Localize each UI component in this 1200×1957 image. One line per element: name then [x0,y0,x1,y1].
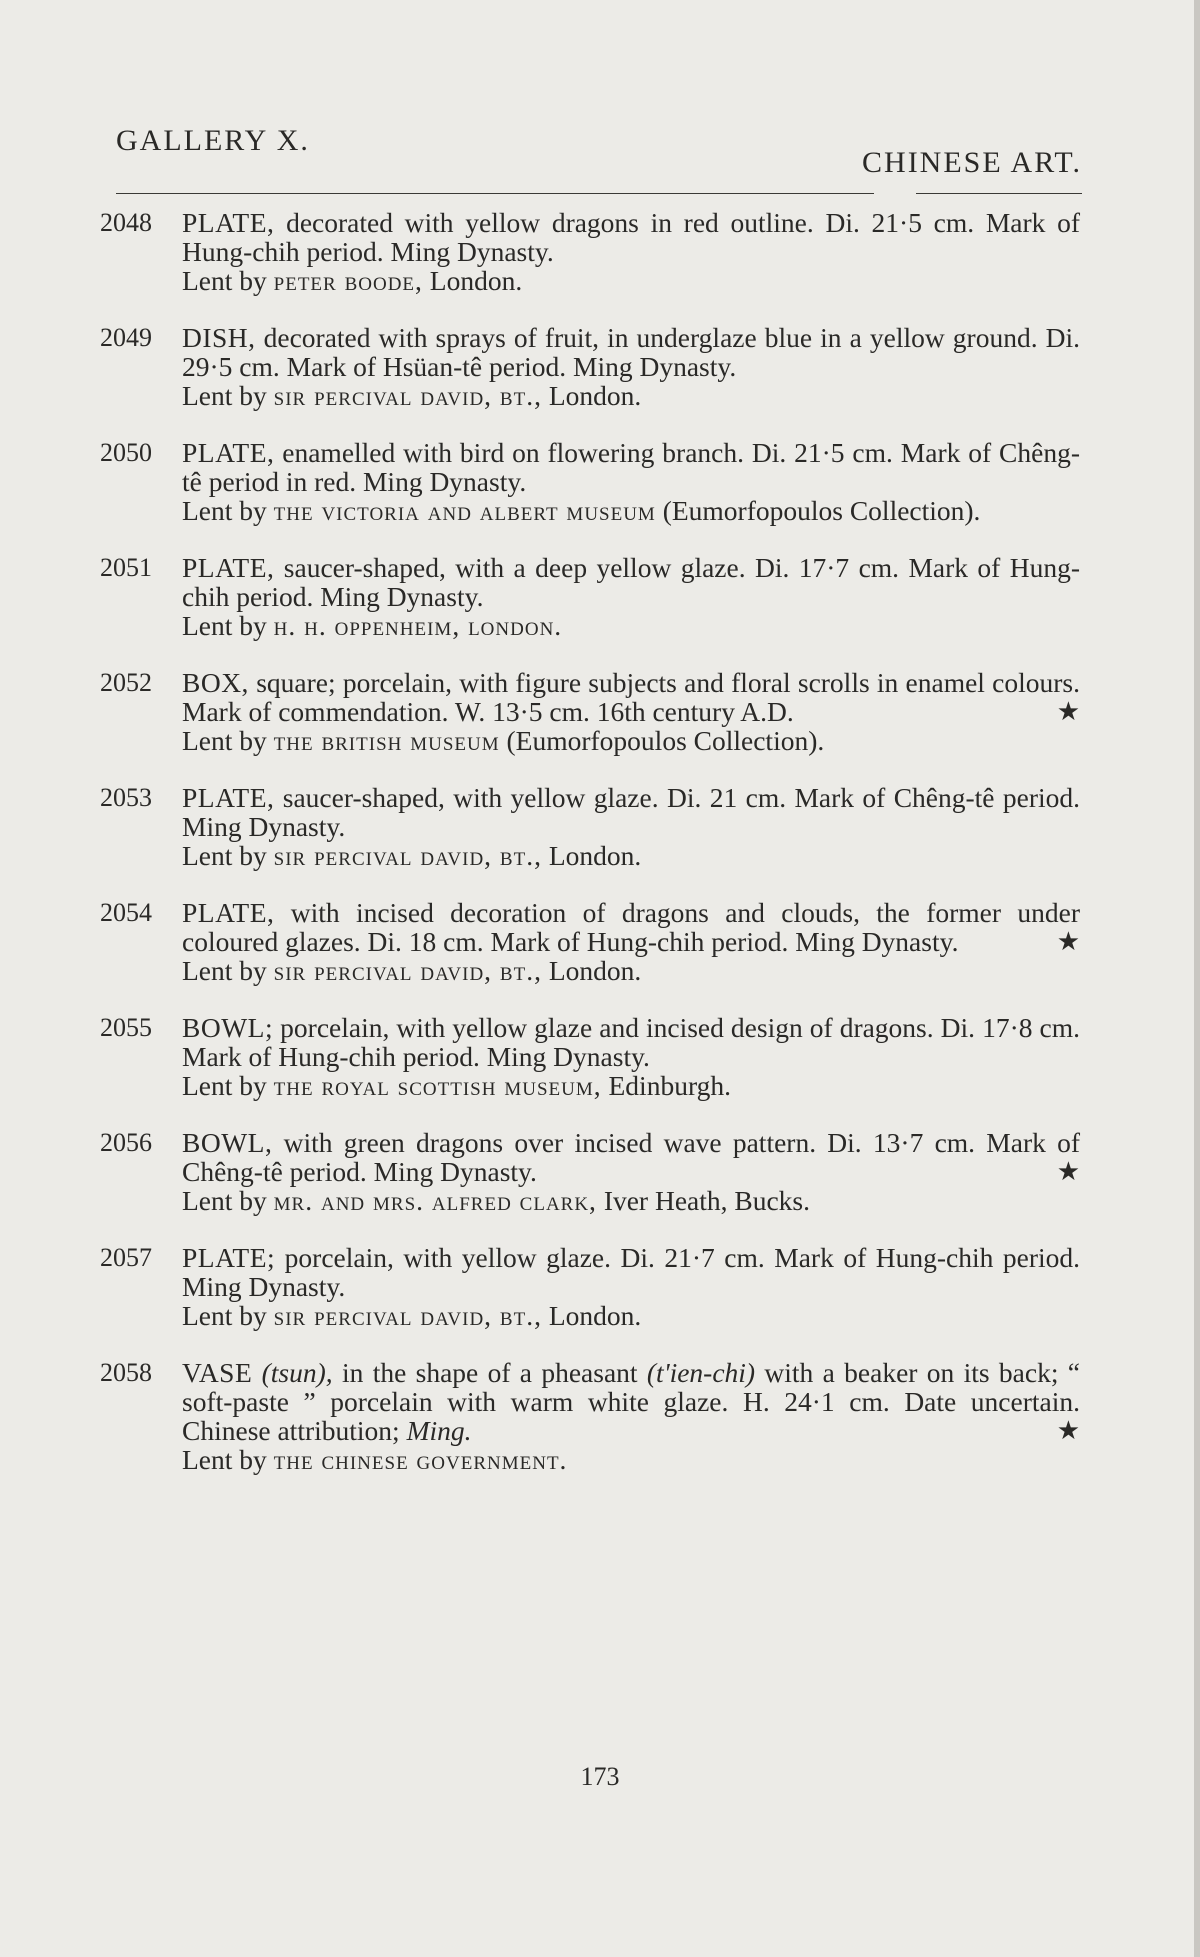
lent-by-label: Lent by [182,380,267,411]
lent-by-label: Lent by [182,1185,267,1216]
star-icon: ★ [1056,927,1080,956]
lender-line [182,726,1080,755]
entry-description [182,1013,1080,1100]
chinese-term: (t'ien-chi) [646,1357,756,1388]
entry-text: with a beaker on its back; “ soft-paste ” porcelain with warm white glaze. H. 24·1 cm. Date uncertain. Chinese attribution; [182,1357,1080,1446]
lender-name: sir percival david, bt., [273,380,542,411]
entry-description [182,1358,1080,1474]
entry-text: in the shape of a pheasant [341,1357,638,1388]
entry-title: PLATE; [182,1242,276,1273]
lender-line [182,266,1080,295]
entry-text: porcelain, with yellow glaze and incised design of dragons. Di. 17·8 cm. Mark of Hung-chih period. Ming Dynasty. [182,1012,1080,1072]
lender-line [182,496,1080,525]
lender-location: Edinburgh. [608,1070,731,1101]
entry-number: 2058 [100,1358,152,1387]
star-icon: ★ [1056,697,1080,726]
entry-title: PLATE, [182,207,275,238]
entry-number: 2053 [100,783,152,812]
lender-location: London. [548,380,642,411]
lent-by-label: Lent by [182,725,267,756]
lender-name: sir percival david, bt., [273,955,542,986]
header-rule-right [916,193,1082,194]
entry-description [182,1243,1080,1330]
catalogue-entry [100,783,1080,870]
lender-name: sir percival david, bt., [273,1300,542,1331]
lender-location: London. [429,265,523,296]
lender-name: the royal scottish museum, [273,1070,602,1101]
entry-number: 2055 [100,1013,152,1042]
entry-text: square; porcelain, with figure subjects and floral scrolls in enamel colours. Mark of commendation. W. 13·5 cm. 16th century A.D. [182,667,1081,727]
entry-text: decorated with sprays of fruit, in underglaze blue in a yellow ground. Di. 29·5 cm. Mark of Hsüan-tê period. Ming Dynasty. [182,322,1081,382]
entry-text: saucer-shaped, with a deep yellow glaze. Di. 17·7 cm. Mark of Hung-chih period. Ming Dynasty. [182,552,1080,612]
lent-by-label: Lent by [182,1070,267,1101]
entry-number: 2052 [100,668,152,697]
star-icon: ★ [1056,1416,1080,1445]
entry-title: DISH, [182,322,256,353]
entry-number: 2048 [100,208,152,237]
lender-name: the victoria and albert museum [273,495,656,526]
entry-text: enamelled with bird on flowering branch. Di. 21·5 cm. Mark of Chêng-tê period in red. Ming Dynasty. [182,437,1080,497]
lender-location: London. [548,840,642,871]
entry-number: 2056 [100,1128,152,1157]
lender-location: (Eumorfopoulos Collection). [662,495,981,526]
catalogue-entry [100,1128,1080,1215]
lender-line [182,1186,1080,1215]
gallery-heading: GALLERY X. [116,124,310,157]
entry-title: BOWL; [182,1012,274,1043]
lent-by-label: Lent by [182,840,267,871]
entry-title: PLATE, [182,782,275,813]
entry-text: decorated with yellow dragons in red outline. Di. 21·5 cm. Mark of Hung-chih period. Ming Dynasty. [182,207,1081,267]
catalogue-entry [100,1243,1080,1330]
lender-line [182,611,1080,640]
lender-line [182,1301,1080,1330]
entry-text: saucer-shaped, with yellow glaze. Di. 21 cm. Mark of Chêng-tê period. Ming Dynasty. [182,782,1081,842]
lent-by-label: Lent by [182,1444,267,1475]
lender-name: the chinese government. [273,1444,568,1475]
entry-text: porcelain, with yellow glaze. Di. 21·7 cm. Mark of Hung-chih period. Ming Dynasty. [182,1242,1080,1302]
star-icon: ★ [1056,1157,1080,1186]
lender-line [182,1445,1080,1474]
entry-text: with incised decoration of dragons and clouds, the former under coloured glazes. Di. 18 cm. Mark of Hung-chih period. Ming Dynasty. [182,897,1080,957]
lent-by-label: Lent by [182,265,267,296]
lent-by-label: Lent by [182,1300,267,1331]
entry-number: 2050 [100,438,152,467]
lender-line [182,381,1080,410]
lender-line [182,841,1080,870]
entry-title: PLATE, [182,552,275,583]
entry-number: 2057 [100,1243,152,1272]
entry-text: with green dragons over incised wave pattern. Di. 13·7 cm. Mark of Chêng-tê period. Ming Dynasty. [182,1127,1080,1187]
page-number: 173 [580,1762,620,1791]
lender-location: (Eumorfopoulos Collection). [506,725,825,756]
entry-number: 2054 [100,898,152,927]
entry-description [182,323,1080,410]
catalogue-entry [100,1358,1080,1474]
catalogue-entry [100,208,1080,295]
entry-title: BOWL, [182,1127,273,1158]
lender-location: Iver Heath, Bucks. [603,1185,810,1216]
entry-description [182,1128,1080,1215]
lent-by-label: Lent by [182,955,267,986]
entry-title: PLATE, [182,437,275,468]
entry-description [182,668,1080,755]
section-heading: CHINESE ART. [862,146,1082,179]
entry-number: 2049 [100,323,152,352]
lent-by-label: Lent by [182,495,267,526]
page-edge [1194,0,1200,1957]
lender-location: London. [548,1300,642,1331]
lender-name: mr. and mrs. alfred clark, [273,1185,597,1216]
period-attribution: Ming. [406,1415,472,1446]
catalogue-entry [100,1013,1080,1100]
entry-description [182,438,1080,525]
entry-description [182,553,1080,640]
catalogue-entry [100,438,1080,525]
lender-name: sir percival david, bt., [273,840,542,871]
header-rule-left [116,193,874,194]
entry-title: VASE [182,1357,253,1388]
entry-number: 2051 [100,553,152,582]
catalogue-entry [100,898,1080,985]
lender-name: peter boode, [273,265,423,296]
catalogue-entry [100,323,1080,410]
entry-description [182,898,1080,985]
lender-line [182,1071,1080,1100]
entry-title: PLATE, [182,897,275,928]
entry-title: BOX, [182,667,249,698]
catalogue-entry [100,553,1080,640]
entry-description [182,208,1080,295]
lender-line [182,956,1080,985]
lender-location: London. [548,955,642,986]
lender-name: the british museum [273,725,500,756]
catalogue-entries [100,208,1080,1502]
entry-description [182,783,1080,870]
catalogue-entry [100,668,1080,755]
chinese-term: (tsun), [261,1357,333,1388]
lent-by-label: Lent by [182,610,267,641]
lender-name: h. h. oppenheim, london. [273,610,563,641]
